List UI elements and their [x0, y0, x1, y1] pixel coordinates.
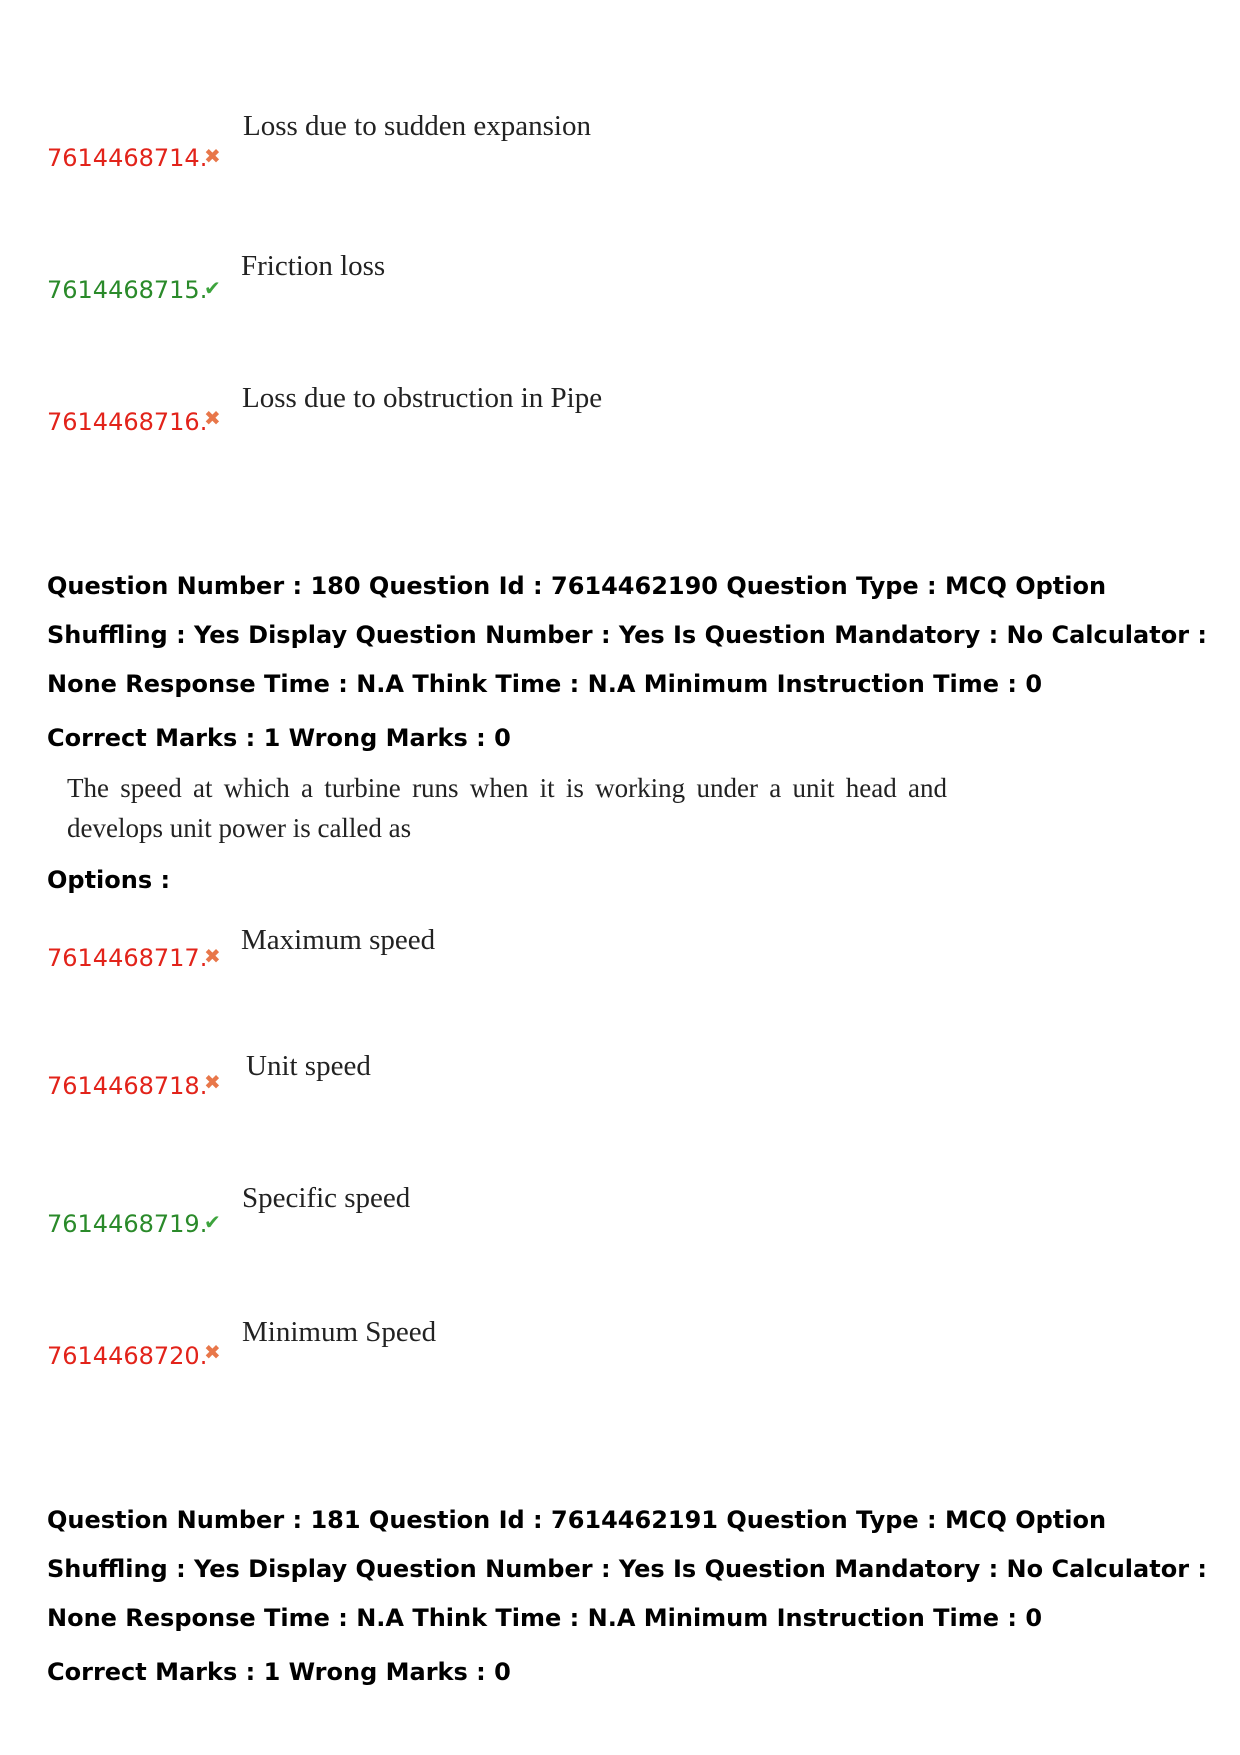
option-row — [47, 1050, 1147, 1110]
option-text: Loss due to sudden expansion — [243, 110, 591, 142]
option-row — [47, 924, 1147, 984]
option-id: 7614468715. — [47, 276, 208, 304]
check-icon: ✔ — [204, 276, 221, 300]
cross-icon: ✖ — [204, 1070, 221, 1094]
option-id: 7614468716. — [47, 408, 208, 436]
cross-icon: ✖ — [204, 144, 221, 168]
question-text-line: The speed at which a turbine runs when it is working under a unit head and — [67, 773, 947, 803]
option-id: 7614468714. — [47, 144, 208, 172]
question-marks: Correct Marks : 1 Wrong Marks : 0 — [47, 1658, 511, 1686]
question-marks: Correct Marks : 1 Wrong Marks : 0 — [47, 724, 511, 752]
option-text: Loss due to obstruction in Pipe — [242, 382, 603, 414]
option-text: Friction loss — [241, 250, 386, 282]
cross-icon: ✖ — [204, 944, 221, 968]
cross-icon: ✖ — [204, 1340, 221, 1364]
cross-icon: ✖ — [204, 406, 221, 430]
option-row — [47, 1182, 1147, 1242]
option-text: Specific speed — [242, 1182, 411, 1214]
option-row — [47, 110, 1147, 170]
option-id: 7614468719. — [47, 1210, 208, 1238]
option-text: Minimum Speed — [242, 1316, 437, 1348]
option-row — [47, 248, 1147, 308]
option-row — [47, 1316, 1147, 1376]
options-label: Options : — [47, 866, 171, 894]
option-id: 7614468718. — [47, 1072, 208, 1100]
question-text — [67, 768, 947, 848]
question-meta: Question Number : 181 Question Id : 7614462191 Question Type : MCQ Option Shuffling : Yes Display Question Number : Yes Is Question Mandatory : No Calculator : None Response Time : N.A Think Time : N.A Minimum Instruction Time : 0 — [47, 1506, 1207, 1632]
option-id: 7614468717. — [47, 944, 208, 972]
question-meta: Question Number : 180 Question Id : 7614462190 Question Type : MCQ Option Shuffling : Yes Display Question Number : Yes Is Question Mandatory : No Calculator : None Response Time : N.A Think Time : N.A Minimum Instruction Time : 0 — [47, 572, 1207, 698]
check-icon: ✔ — [204, 1210, 221, 1234]
option-id: 7614468720. — [47, 1342, 208, 1370]
question-text-line: develops unit power is called as — [67, 813, 412, 843]
option-text: Maximum speed — [241, 924, 436, 956]
option-row — [47, 378, 1147, 438]
option-text: Unit speed — [246, 1050, 371, 1082]
